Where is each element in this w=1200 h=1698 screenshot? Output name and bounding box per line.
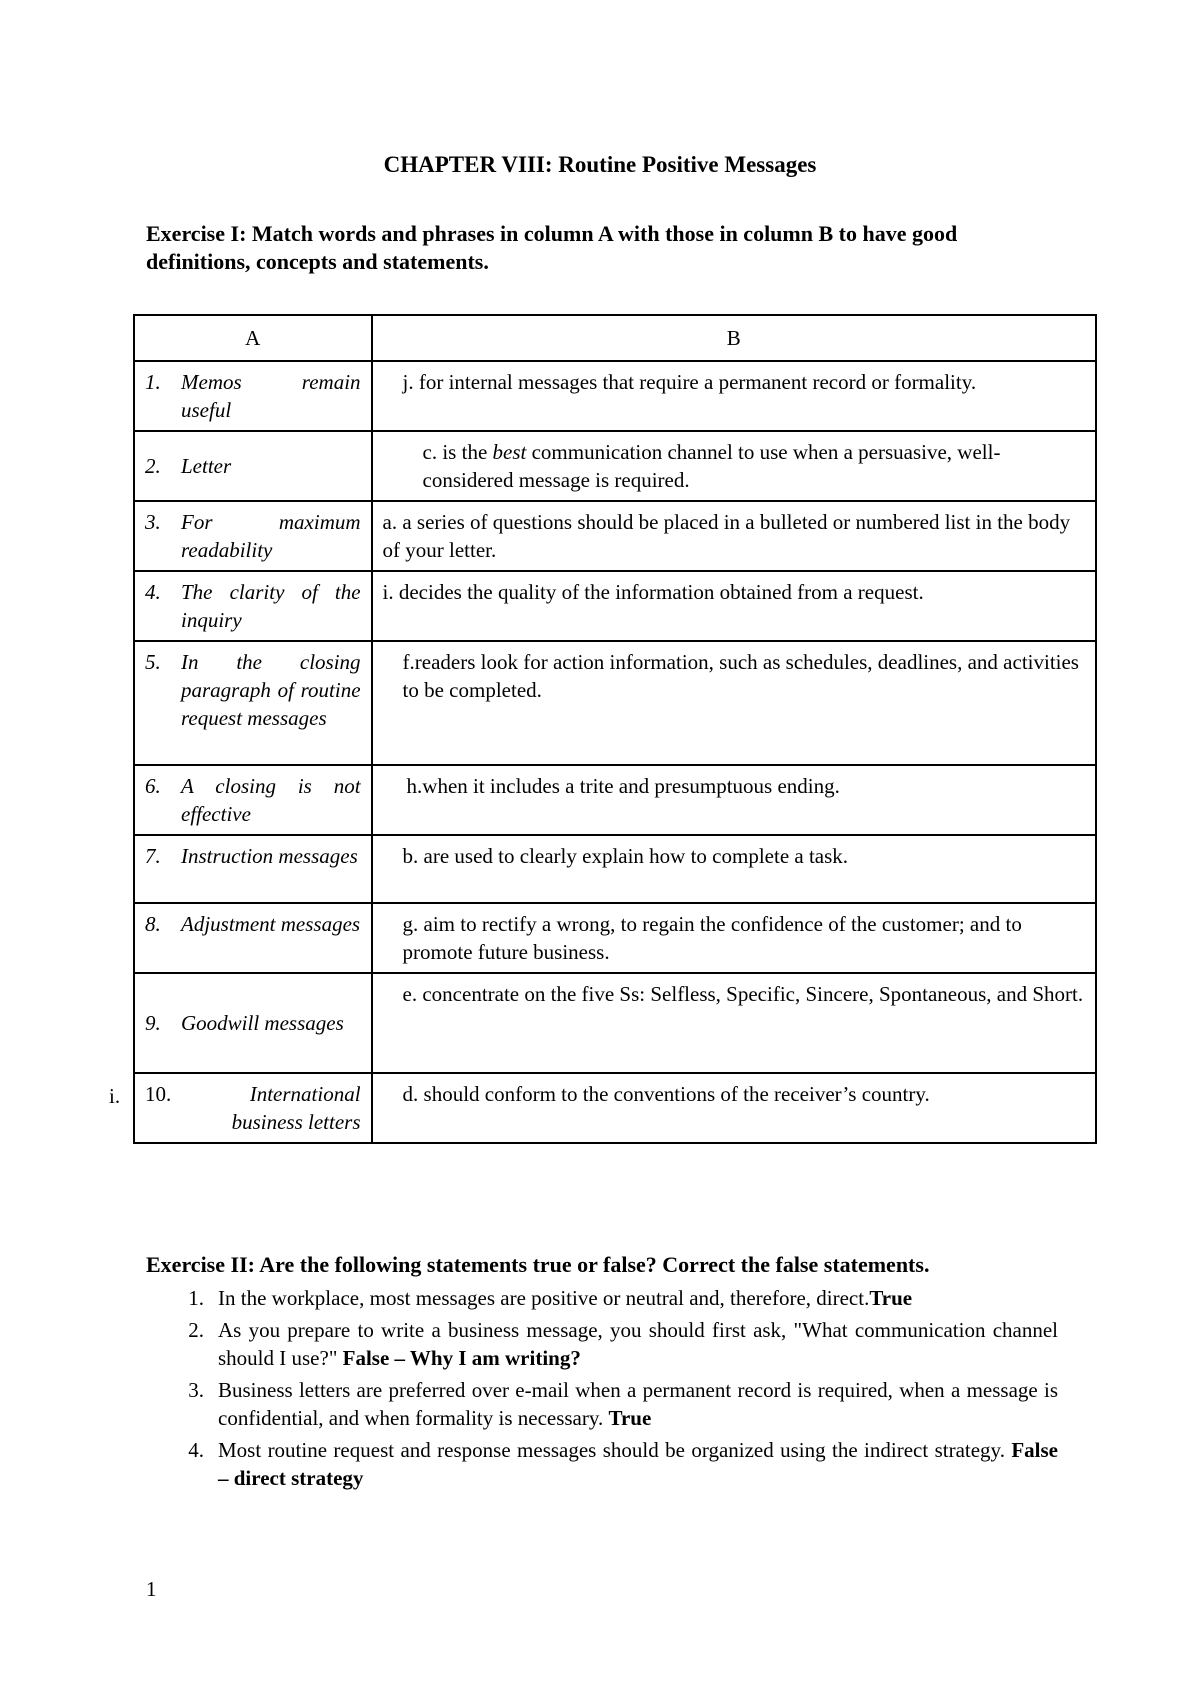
table-row bbox=[134, 903, 1096, 973]
list-marker: i. bbox=[109, 1084, 121, 1108]
row-number: 1. bbox=[145, 370, 161, 394]
page-number: 1 bbox=[146, 1577, 157, 1601]
column-b-cell bbox=[372, 361, 1096, 431]
column-b-text: b. are used to clearly explain how to complete a task. bbox=[402, 844, 849, 868]
column-a-text: A closing is not effective bbox=[181, 774, 361, 826]
column-a-cell bbox=[134, 501, 372, 571]
statement-text: Business letters are preferred over e-mail when a permanent record is required, when a message is confidential, and when formality is necessary. True bbox=[218, 1378, 1058, 1430]
table-row bbox=[134, 1073, 1096, 1143]
statement-answer: True bbox=[608, 1406, 652, 1430]
row-number: 9. bbox=[145, 1011, 161, 1035]
statement-list bbox=[146, 1284, 1058, 1496]
column-b-cell bbox=[372, 641, 1096, 765]
column-b-cell bbox=[372, 1073, 1096, 1143]
statement-answer: False – direct strategy bbox=[218, 1438, 1058, 1490]
column-a-text: Letter bbox=[181, 454, 232, 478]
table-row bbox=[134, 501, 1096, 571]
column-a-text: Goodwill messages bbox=[181, 1011, 344, 1035]
chapter-title: CHAPTER VIII: Routine Positive Messages bbox=[383, 152, 817, 177]
row-number: 3. bbox=[145, 510, 161, 534]
column-a-text: The clarity of the inquiry bbox=[181, 580, 361, 632]
matching-table bbox=[133, 314, 1097, 1144]
column-b-text: j. for internal messages that require a permanent record or formality. bbox=[402, 370, 977, 394]
list-item bbox=[146, 1436, 1058, 1492]
list-item bbox=[146, 1316, 1058, 1372]
column-b-cell bbox=[372, 431, 1096, 501]
exercise-1-heading: Exercise I: Match words and phrases in column A with those in column B to have good definitions, concepts and statements. bbox=[146, 221, 958, 274]
column-a-text: Memos remain useful bbox=[181, 370, 361, 422]
column-a-cell bbox=[134, 361, 372, 431]
table-row bbox=[134, 571, 1096, 641]
column-a-text: International business letters bbox=[231, 1082, 361, 1134]
column-b-cell bbox=[372, 835, 1096, 903]
statement-answer: True bbox=[869, 1286, 913, 1310]
column-a-text: For maximum readability bbox=[181, 510, 361, 562]
column-b-text: h.when it includes a trite and presumptuous ending. bbox=[406, 774, 840, 798]
column-a-text: Instruction messages bbox=[181, 844, 358, 868]
row-number: 7. bbox=[145, 844, 161, 868]
row-number: 4. bbox=[145, 580, 161, 604]
column-b-text: f.readers look for action information, such as schedules, deadlines, and activities to be completed. bbox=[402, 650, 1079, 702]
table-row bbox=[134, 765, 1096, 835]
exercise-2-heading: Exercise II: Are the following statements true or false? Correct the false statements. bbox=[146, 1252, 930, 1277]
column-b-header: B bbox=[372, 315, 1096, 361]
row-number: 10. bbox=[145, 1082, 172, 1106]
row-number: 5. bbox=[145, 650, 161, 674]
column-a-cell bbox=[134, 571, 372, 641]
column-b-cell bbox=[372, 571, 1096, 641]
list-item bbox=[146, 1376, 1058, 1432]
column-a-cell bbox=[134, 973, 372, 1073]
column-a-text: In the closing paragraph of routine request messages bbox=[181, 650, 361, 730]
table-row bbox=[134, 973, 1096, 1073]
column-a-header: A bbox=[134, 315, 372, 361]
statement-number: 4. bbox=[188, 1438, 204, 1462]
table-row bbox=[134, 835, 1096, 903]
statement-text: In the workplace, most messages are positive or neutral and, therefore, direct.True bbox=[218, 1286, 913, 1310]
row-number: 8. bbox=[145, 912, 161, 936]
column-b-cell bbox=[372, 501, 1096, 571]
column-b-text: i. decides the quality of the information obtained from a request. bbox=[382, 580, 924, 604]
table-row bbox=[134, 641, 1096, 765]
column-a-cell bbox=[134, 765, 372, 835]
statement-number: 2. bbox=[188, 1318, 204, 1342]
column-b-text: e. concentrate on the five Ss: Selfless, Specific, Sincere, Spontaneous, and Short. bbox=[402, 982, 1084, 1006]
emphasis-text: best bbox=[492, 440, 527, 464]
table-row bbox=[134, 361, 1096, 431]
statement-number: 1. bbox=[188, 1286, 204, 1310]
column-b-text: c. is the best communication channel to use when a persuasive, well-considered message is required. bbox=[422, 440, 1001, 492]
list-item bbox=[146, 1284, 1058, 1312]
column-b-cell bbox=[372, 903, 1096, 973]
column-b-text: g. aim to rectify a wrong, to regain the confidence of the customer; and to promote future business. bbox=[402, 912, 1022, 964]
column-a-cell bbox=[134, 431, 372, 501]
column-a-text: Adjustment messages bbox=[181, 912, 361, 936]
statement-text: Most routine request and response messages should be organized using the indirect strategy. False – direct strategy bbox=[218, 1438, 1058, 1490]
statement-text: As you prepare to write a business message, you should first ask, "What communication channel should I use?" False – Why I am writing? bbox=[218, 1318, 1058, 1370]
column-b-cell bbox=[372, 973, 1096, 1073]
statement-answer: False – Why I am writing? bbox=[342, 1346, 581, 1370]
column-a-cell bbox=[134, 641, 372, 765]
column-b-text: a. a series of questions should be placed in a bulleted or numbered list in the body of your letter. bbox=[382, 510, 1071, 562]
table-row bbox=[134, 431, 1096, 501]
row-number: 2. bbox=[145, 454, 161, 478]
column-b-text: d. should conform to the conventions of the receiver’s country. bbox=[402, 1082, 930, 1106]
column-b-cell bbox=[372, 765, 1096, 835]
table-header-row bbox=[134, 315, 1096, 361]
statement-number: 3. bbox=[188, 1378, 204, 1402]
column-a-cell bbox=[134, 1073, 372, 1143]
column-a-cell bbox=[134, 903, 372, 973]
row-number: 6. bbox=[145, 774, 161, 798]
column-a-cell bbox=[134, 835, 372, 903]
